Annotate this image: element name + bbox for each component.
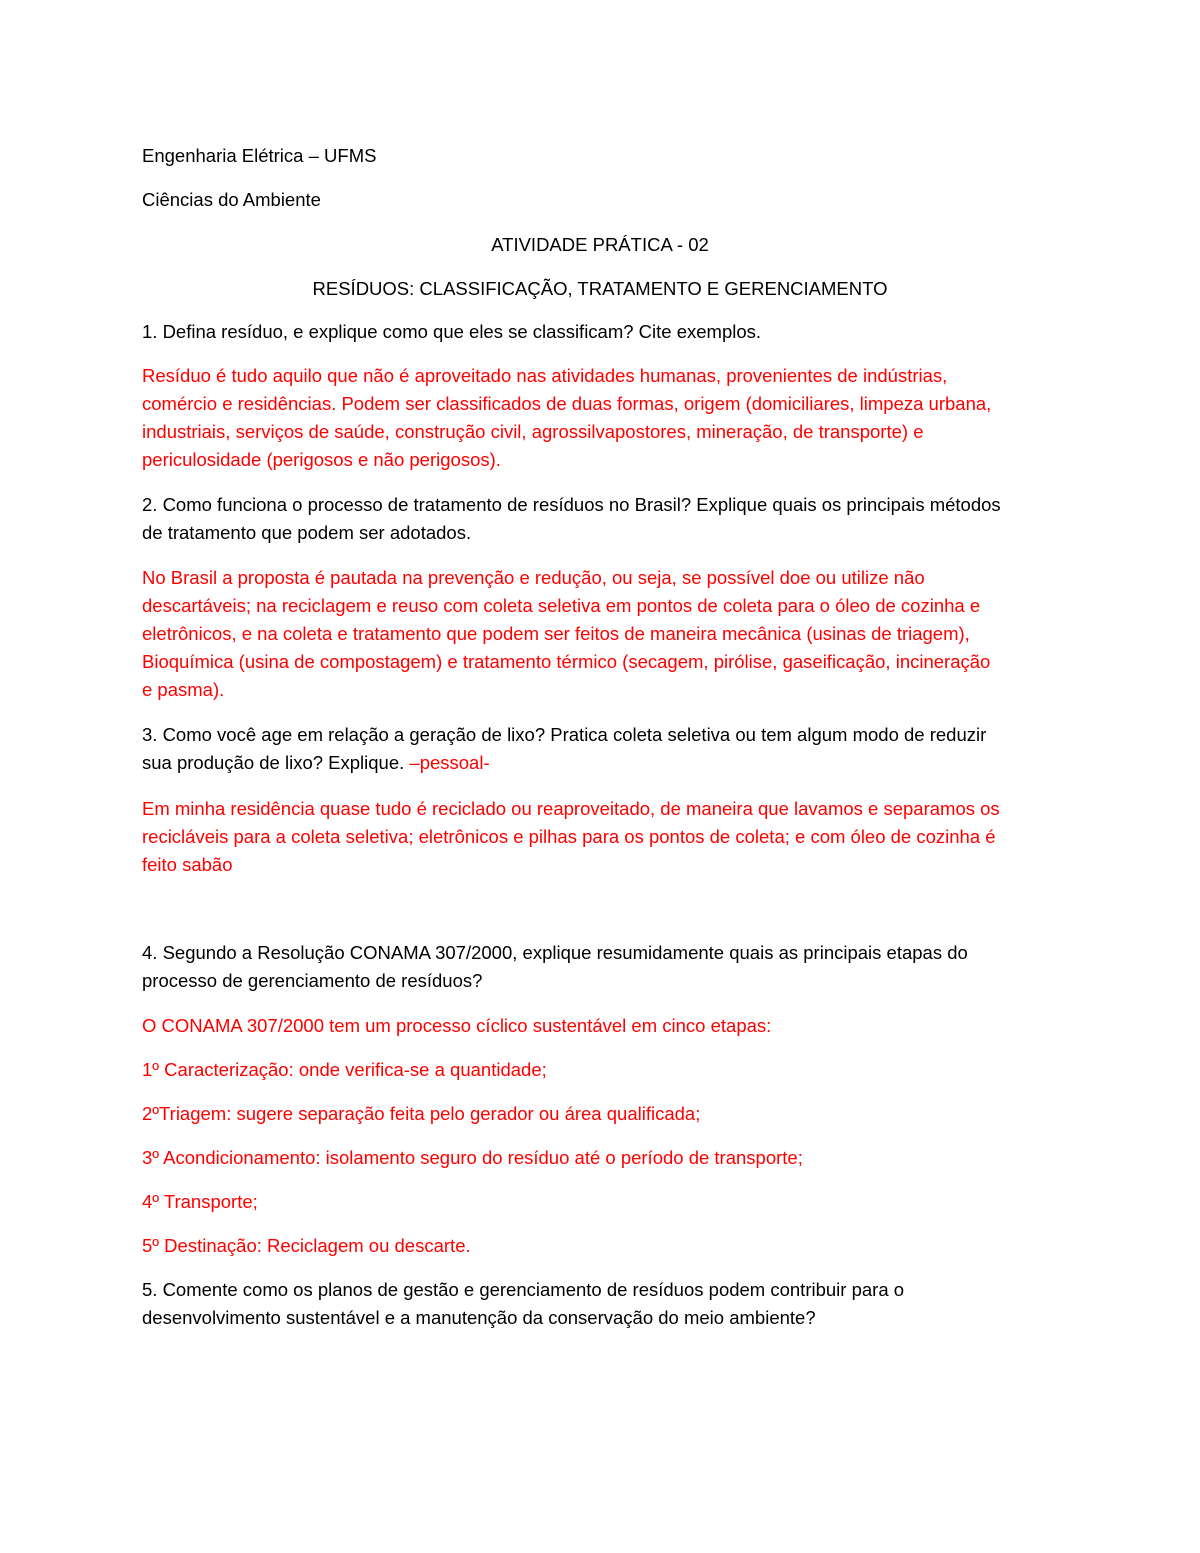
subject-header: Ciências do Ambiente: [142, 189, 321, 210]
question-5-line-2: desenvolvimento sustentável e a manutenção da conservação do meio ambiente?: [142, 1307, 816, 1328]
answer-4-step-3: 3º Acondicionamento: isolamento seguro do resíduo até o período de transporte;: [142, 1147, 803, 1168]
course-header: Engenharia Elétrica – UFMS: [142, 145, 377, 166]
question-5-line-1: 5. Comente como os planos de gestão e gerenciamento de resíduos podem contribuir para o: [142, 1279, 905, 1300]
activity-title: ATIVIDADE PRÁTICA - 02: [491, 234, 709, 255]
answer-4-step-1: 1º Caracterização: onde verifica-se a quantidade;: [142, 1059, 547, 1080]
question-4-line-2: processo de gerenciamento de resíduos?: [142, 970, 483, 991]
answer-4-step-2: 2ºTriagem: sugere separação feita pelo gerador ou área qualificada;: [142, 1103, 701, 1124]
question-2-line-2: de tratamento que podem ser adotados.: [142, 522, 472, 543]
personal-note: –pessoal-: [409, 752, 490, 773]
answer-4-step-5: 5º Destinação: Reciclagem ou descarte.: [142, 1235, 471, 1256]
answer-2-line-3: eletrônicos, e na coleta e tratamento que podem ser feitos de maneira mecânica (usinas de triagem),: [142, 623, 970, 644]
answer-2-line-2: descartáveis; na reciclagem e reuso com coleta seletiva em pontos de coleta para o óleo de cozinha e: [142, 595, 981, 616]
question-3-line-2-text: sua produção de lixo? Explique.: [142, 752, 405, 773]
answer-1-line-3: industriais, serviços de saúde, construção civil, agrossilvapostores, mineração, de transporte) e: [142, 421, 924, 442]
answer-1-line-1: Resíduo é tudo aquilo que não é aproveitado nas atividades humanas, provenientes de indústrias,: [142, 365, 948, 386]
question-3-line-2: [142, 749, 1062, 777]
answer-2-line-4: Bioquímica (usina de compostagem) e tratamento térmico (secagem, pirólise, gaseificação, incineração: [142, 651, 991, 672]
answer-3-line-3: feito sabão: [142, 854, 233, 875]
answer-3-line-1: Em minha residência quase tudo é reciclado ou reaproveitado, de maneira que lavamos e separamos os: [142, 798, 1000, 819]
answer-4-intro: O CONAMA 307/2000 tem um processo cíclico sustentável em cinco etapas:: [142, 1015, 772, 1036]
question-4-line-1: 4. Segundo a Resolução CONAMA 307/2000, explique resumidamente quais as principais etapas do: [142, 942, 968, 963]
answer-3-line-2: recicláveis para a coleta seletiva; eletrônicos e pilhas para os pontos de coleta; e com óleo de cozinha é: [142, 826, 996, 847]
answer-1-line-4: periculosidade (perigosos e não perigosos).: [142, 449, 501, 470]
question-1: 1. Defina resíduo, e explique como que eles se classificam? Cite exemplos.: [142, 321, 762, 342]
topic-title: RESÍDUOS: CLASSIFICAÇÃO, TRATAMENTO E GERENCIAMENTO: [312, 278, 888, 299]
answer-1-line-2: comércio e residências. Podem ser classificados de duas formas, origem (domiciliares, limpeza urbana,: [142, 393, 992, 414]
question-2-line-1: 2. Como funciona o processo de tratamento de resíduos no Brasil? Explique quais os principais métodos: [142, 494, 1001, 515]
answer-2-line-1: No Brasil a proposta é pautada na prevenção e redução, ou seja, se possível doe ou utilize não: [142, 567, 925, 588]
answer-4-step-4: 4º Transporte;: [142, 1191, 258, 1212]
answer-2-line-5: e pasma).: [142, 679, 225, 700]
question-3-line-1: 3. Como você age em relação a geração de lixo? Pratica coleta seletiva ou tem algum modo de reduzir: [142, 724, 987, 745]
